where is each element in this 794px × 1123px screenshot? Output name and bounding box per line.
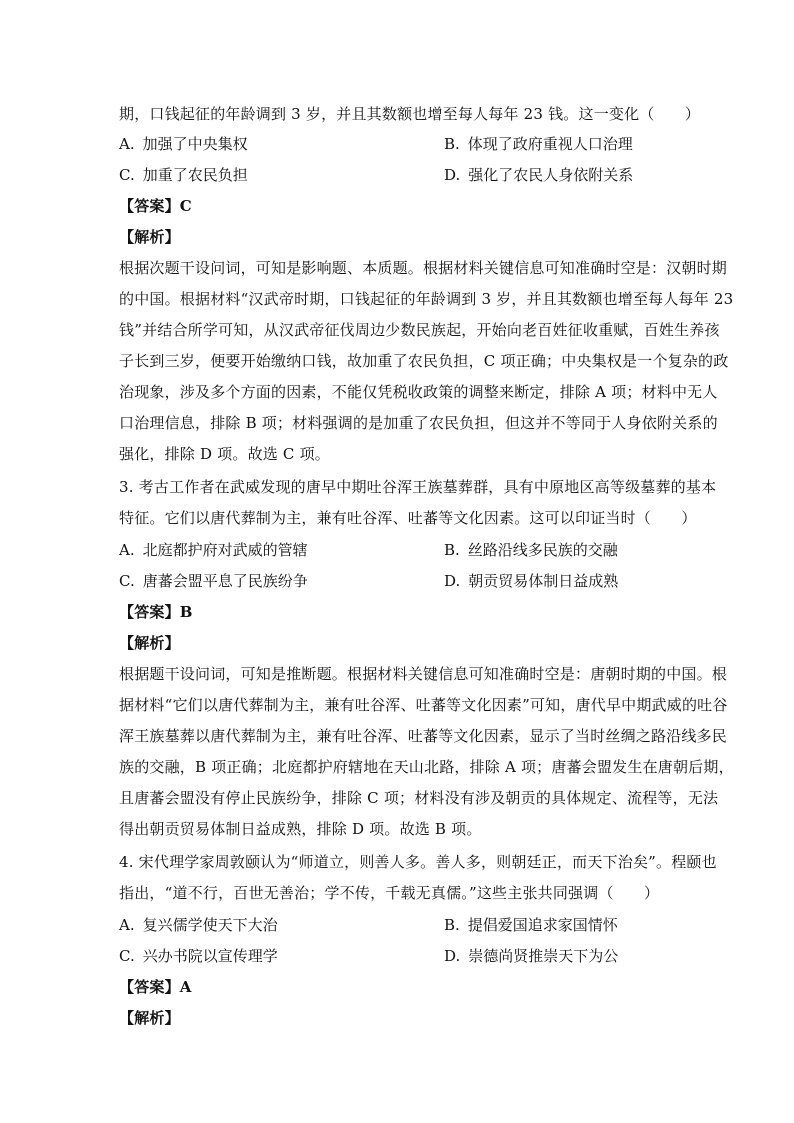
option-text: 朝贡贸易体制日益成熟	[468, 572, 619, 590]
q2-option-d	[444, 166, 633, 184]
q3-stem-line: 特征。它们以唐代葬制为主，兼有吐谷浑、吐蕃等文化因素。这可以印证当时（ ）	[119, 509, 697, 527]
q2-option-a	[119, 135, 248, 153]
q4-option-b	[444, 916, 618, 934]
q3-option-c	[119, 572, 308, 590]
option-text: 加重了农民负担	[142, 166, 248, 184]
q2-analysis-line: 治现象，涉及多个方面的因素，不能仅凭税收政策的调整来断定，排除 A 项；材料中无人	[119, 383, 718, 401]
option-text: 北庭都护府对武威的管辖	[142, 541, 308, 559]
q2-analysis-line: 的中国。根据材料“汉武帝时期，口钱起征的年龄调到 3 岁，并且其数额也增至每人每年 23	[119, 290, 734, 308]
q2-analysis-line: 强化，排除 D 项。故选 C 项。	[119, 445, 330, 463]
q3-analysis-line: 族的交融，B 项正确；北庭都护府辖地在天山北路，排除 A 项；唐蕃会盟发生在唐朝后期，	[119, 758, 734, 776]
q3-option-d	[444, 572, 618, 590]
option-key: D.	[444, 947, 461, 965]
q2-option-b	[444, 135, 633, 153]
q3-analysis-label: 【解析】	[119, 634, 180, 652]
q3-analysis-line: 得出朝贡贸易体制日益成熟，排除 D 项。故选 B 项。	[119, 820, 482, 838]
q4-analysis-label: 【解析】	[119, 1009, 180, 1027]
option-text: 提倡爱国追求家国情怀	[467, 916, 618, 934]
option-key: D.	[444, 572, 461, 590]
q2-stem-line: 期，口钱起征的年龄调到 3 岁，并且其数额也增至每人每年 23 钱。这一变化（ ）	[119, 105, 701, 123]
q3-analysis-line: 浑王族墓葬以唐代葬制为主，兼有吐谷浑、吐蕃等文化因素，显示了当时丝绸之路沿线多民	[119, 727, 728, 745]
option-text: 强化了农民人身依附关系	[468, 166, 634, 184]
option-text: 体现了政府重视人口治理	[467, 135, 633, 153]
option-key: D.	[444, 166, 461, 184]
q2-analysis-line: 根据次题干设问词，可知是影响题、本质题。根据材料关键信息可知准确时空是：汉朝时期	[119, 259, 728, 277]
q3-analysis-line: 据材料“它们以唐代葬制为主，兼有吐谷浑、吐蕃等文化因素”可知，唐代早中期武威的吐谷	[119, 696, 728, 714]
q4-option-a	[119, 916, 278, 934]
option-key: B.	[444, 541, 460, 559]
q3-answer: 【答案】B	[119, 603, 193, 621]
option-key: C.	[119, 572, 135, 590]
q3-option-b	[444, 541, 618, 559]
option-key: B.	[444, 135, 460, 153]
option-text: 唐蕃会盟平息了民族纷争	[142, 572, 308, 590]
q2-answer: 【答案】C	[119, 197, 192, 215]
option-text: 兴办书院以宣传理学	[142, 947, 278, 965]
option-key: A.	[119, 916, 135, 934]
option-key: B.	[444, 916, 460, 934]
q4-stem-line: 指出，“道不行，百世无善治；学不传，千载无真儒。”这些主张共同强调（ ）	[119, 884, 660, 902]
q3-option-a	[119, 541, 308, 559]
q3-analysis-line: 且唐蕃会盟没有停止民族纷争，排除 C 项；材料没有涉及朝贡的具体规定、流程等，无法	[119, 789, 719, 807]
option-text: 复兴儒学使天下大治	[142, 916, 278, 934]
q2-analysis-label: 【解析】	[119, 228, 180, 246]
option-key: A.	[119, 541, 135, 559]
option-key: C.	[119, 166, 135, 184]
q4-option-c	[119, 947, 278, 965]
q2-analysis-line: 口治理信息，排除 B 项；材料强调的是加重了农民负担，但这并不等同于人身依附关系的	[119, 414, 718, 432]
option-key: C.	[119, 947, 135, 965]
q2-option-c	[119, 166, 248, 184]
q2-analysis-line: 钱”并结合所学可知，从汉武帝征伐周边少数民族起，开始向老百姓征收重赋，百姓生养孩	[119, 321, 720, 339]
option-text: 丝路沿线多民族的交融	[467, 541, 618, 559]
q3-stem-line: 3. 考古工作者在武威发现的唐早中期吐谷浑王族墓葬群，具有中原地区高等级墓葬的基本	[119, 478, 717, 496]
q4-stem-line: 4. 宋代理学家周敦颐认为“师道立，则善人多。善人多，则朝廷正，而天下治矣”。程颐也	[119, 853, 717, 871]
option-text: 崇德尚贤推崇天下为公	[468, 947, 619, 965]
option-text: 加强了中央集权	[142, 135, 248, 153]
q4-answer: 【答案】A	[119, 978, 192, 996]
q2-analysis-line: 子长到三岁，便要开始缴纳口钱，故加重了农民负担，C 项正确；中央集权是一个复杂的政	[119, 352, 729, 370]
q3-analysis-line: 根据题干设问词，可知是推断题。根据材料关键信息可知准确时空是：唐朝时期的中国。根	[119, 665, 728, 683]
q4-option-d	[444, 947, 618, 965]
option-key: A.	[119, 135, 135, 153]
